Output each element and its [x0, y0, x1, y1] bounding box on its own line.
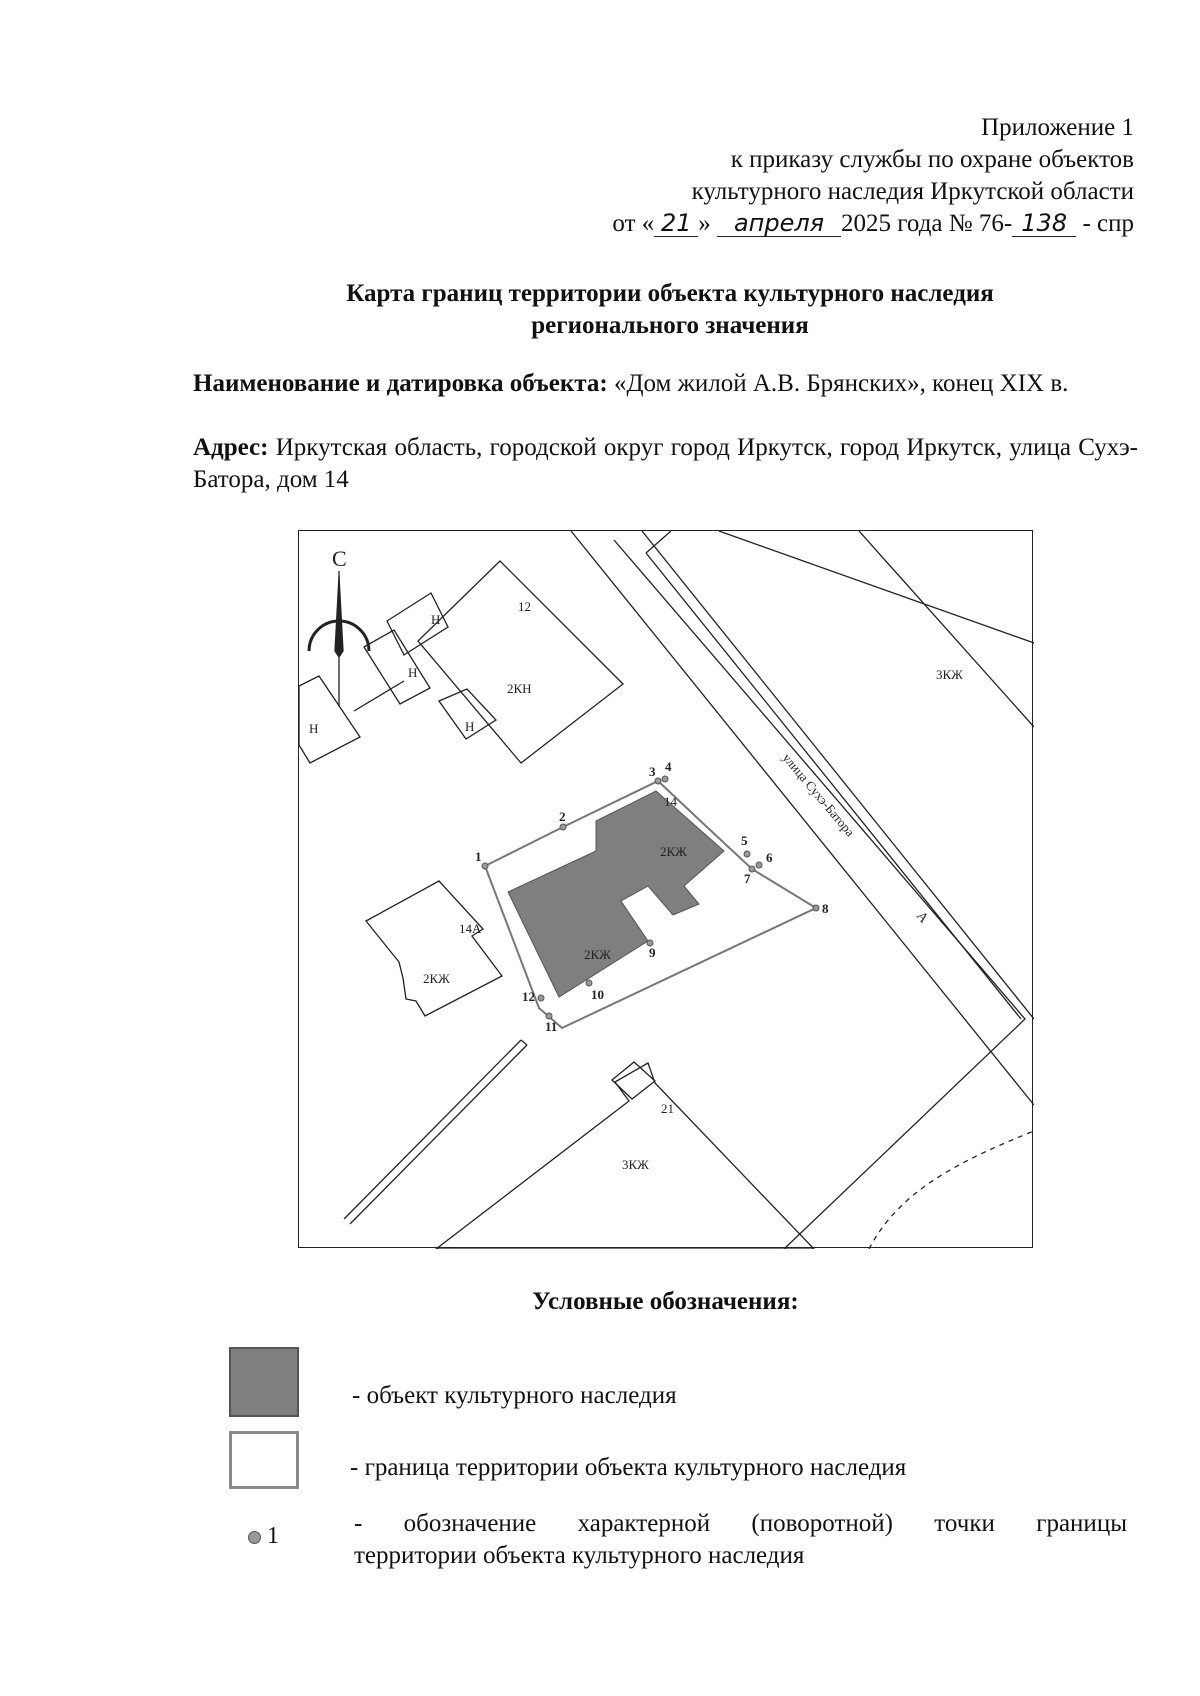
title-line-2: регионального значения: [531, 312, 809, 339]
label-n1: Н: [431, 612, 441, 627]
fence-line: [354, 681, 404, 711]
building-n4: [299, 676, 360, 763]
document-title: [190, 278, 1150, 342]
point-label-5: 5: [741, 833, 748, 848]
point-5: [744, 851, 750, 857]
point-label-12: 12: [522, 989, 535, 1004]
street-name: улица Сухэ-Батора: [779, 750, 858, 840]
legend-point-line-2: территории объекта культурного наследия: [354, 1542, 805, 1569]
label-building-14-type-a: 2КЖ: [660, 844, 687, 859]
north-label: С: [332, 546, 347, 571]
date-month: апреля: [717, 210, 841, 237]
appendix-line-3: культурного наследия Иркутской области: [691, 178, 1134, 205]
alley-cap: [521, 1040, 527, 1045]
north-arrow-head: [335, 576, 343, 657]
date-day: 21: [654, 210, 698, 237]
appendix-line-1: Приложение 1: [981, 114, 1134, 141]
object-name-value: «Дом жилой А.В. Брянских», конец XIX в.: [613, 370, 1069, 397]
alley-line-2: [350, 1045, 527, 1224]
point-label-2: 2: [559, 809, 566, 824]
order-number: 138: [1012, 210, 1076, 237]
object-address-value: Иркутская область, городской округ город Иркутск, город Иркутск, улица Сухэ-Батора, дом 14: [193, 434, 1139, 493]
point-8: [813, 905, 819, 911]
street-edge-far-2: [669, 545, 1034, 951]
date-mid: »: [698, 210, 711, 237]
building-14a: [366, 881, 502, 1016]
point-6: [756, 862, 762, 868]
label-building-14-type-b: 2КЖ: [584, 947, 611, 962]
object-name-label: Наименование и датировка объекта:: [193, 370, 608, 397]
label-building-14: 14: [664, 794, 677, 809]
order-suffix: - спр: [1082, 210, 1134, 237]
point-label-11: 11: [545, 1019, 558, 1034]
street-edge-far: [859, 531, 1034, 727]
street-corner: [646, 531, 671, 553]
object-name: [193, 368, 1138, 400]
point-3: [655, 778, 661, 784]
point-4: [662, 776, 668, 782]
street-edge-ne-2: [749, 531, 1034, 627]
legend-point-text: [354, 1508, 1127, 1572]
appendix-date-line: [434, 208, 1134, 240]
label-building-21-type: 3КЖ: [622, 1157, 649, 1172]
building-21: [436, 1063, 814, 1249]
object-address-label: Адрес:: [193, 434, 269, 461]
point-12: [538, 995, 544, 1001]
street-edge-ne-1: [719, 531, 1034, 643]
legend-heritage-text: - объект культурного наследия: [352, 1382, 677, 1409]
boundary-map: [298, 530, 1033, 1248]
point-label-7: 7: [744, 871, 751, 886]
street-edge-mid: [642, 531, 1034, 1019]
label-n3: Н: [465, 719, 475, 734]
map-svg: [299, 531, 1034, 1249]
point-label-9: 9: [649, 945, 656, 960]
legend-point-symbol: [248, 1523, 279, 1550]
building-12: [418, 561, 623, 763]
label-building-21: 21: [661, 1101, 674, 1116]
label-building-14a: 14А: [459, 921, 482, 936]
label-building-14a-type: 2КЖ: [423, 971, 450, 986]
point-label-4: 4: [665, 759, 672, 774]
street-edge-ne-inner: [679, 531, 1034, 926]
label-building-12-type: 2КН: [507, 681, 532, 696]
point-1: [482, 863, 488, 869]
legend-title: Условные обозначения:: [532, 1288, 799, 1315]
dashed-arc: [869, 1131, 1034, 1249]
point-label-1: 1: [475, 849, 482, 864]
point-label-10: 10: [591, 987, 604, 1002]
legend-boundary-text: - граница территории объекта культурного наследия: [350, 1454, 907, 1481]
title-line-1: Карта границ территории объекта культурного наследия: [346, 280, 994, 307]
point-2: [560, 824, 566, 830]
legend-point-number: 1: [267, 1523, 279, 1549]
appendix-line-2: к приказу службы по охране объектов: [730, 146, 1134, 173]
label-building-12: 12: [518, 599, 531, 614]
point-label-3: 3: [649, 764, 656, 779]
object-address: [193, 432, 1138, 496]
label-n4: Н: [309, 721, 319, 736]
legend-heritage-swatch: [229, 1347, 299, 1417]
label-ne-type: 3КЖ: [936, 667, 963, 682]
legend-point-line-1: - обозначение характерной (поворотной) точки границы: [354, 1510, 1127, 1537]
point-10: [586, 980, 592, 986]
legend-point-dot: [248, 1531, 261, 1544]
date-prefix: от «: [612, 210, 655, 237]
appendix-header: [434, 112, 1134, 240]
street-mark: А: [912, 908, 931, 927]
label-n2: Н: [408, 665, 418, 680]
point-label-8: 8: [822, 901, 829, 916]
date-year: 2025 года № 76-: [841, 210, 1013, 237]
legend-boundary-swatch: [229, 1431, 299, 1489]
point-label-6: 6: [766, 850, 773, 865]
alley-line-1: [344, 1040, 521, 1219]
